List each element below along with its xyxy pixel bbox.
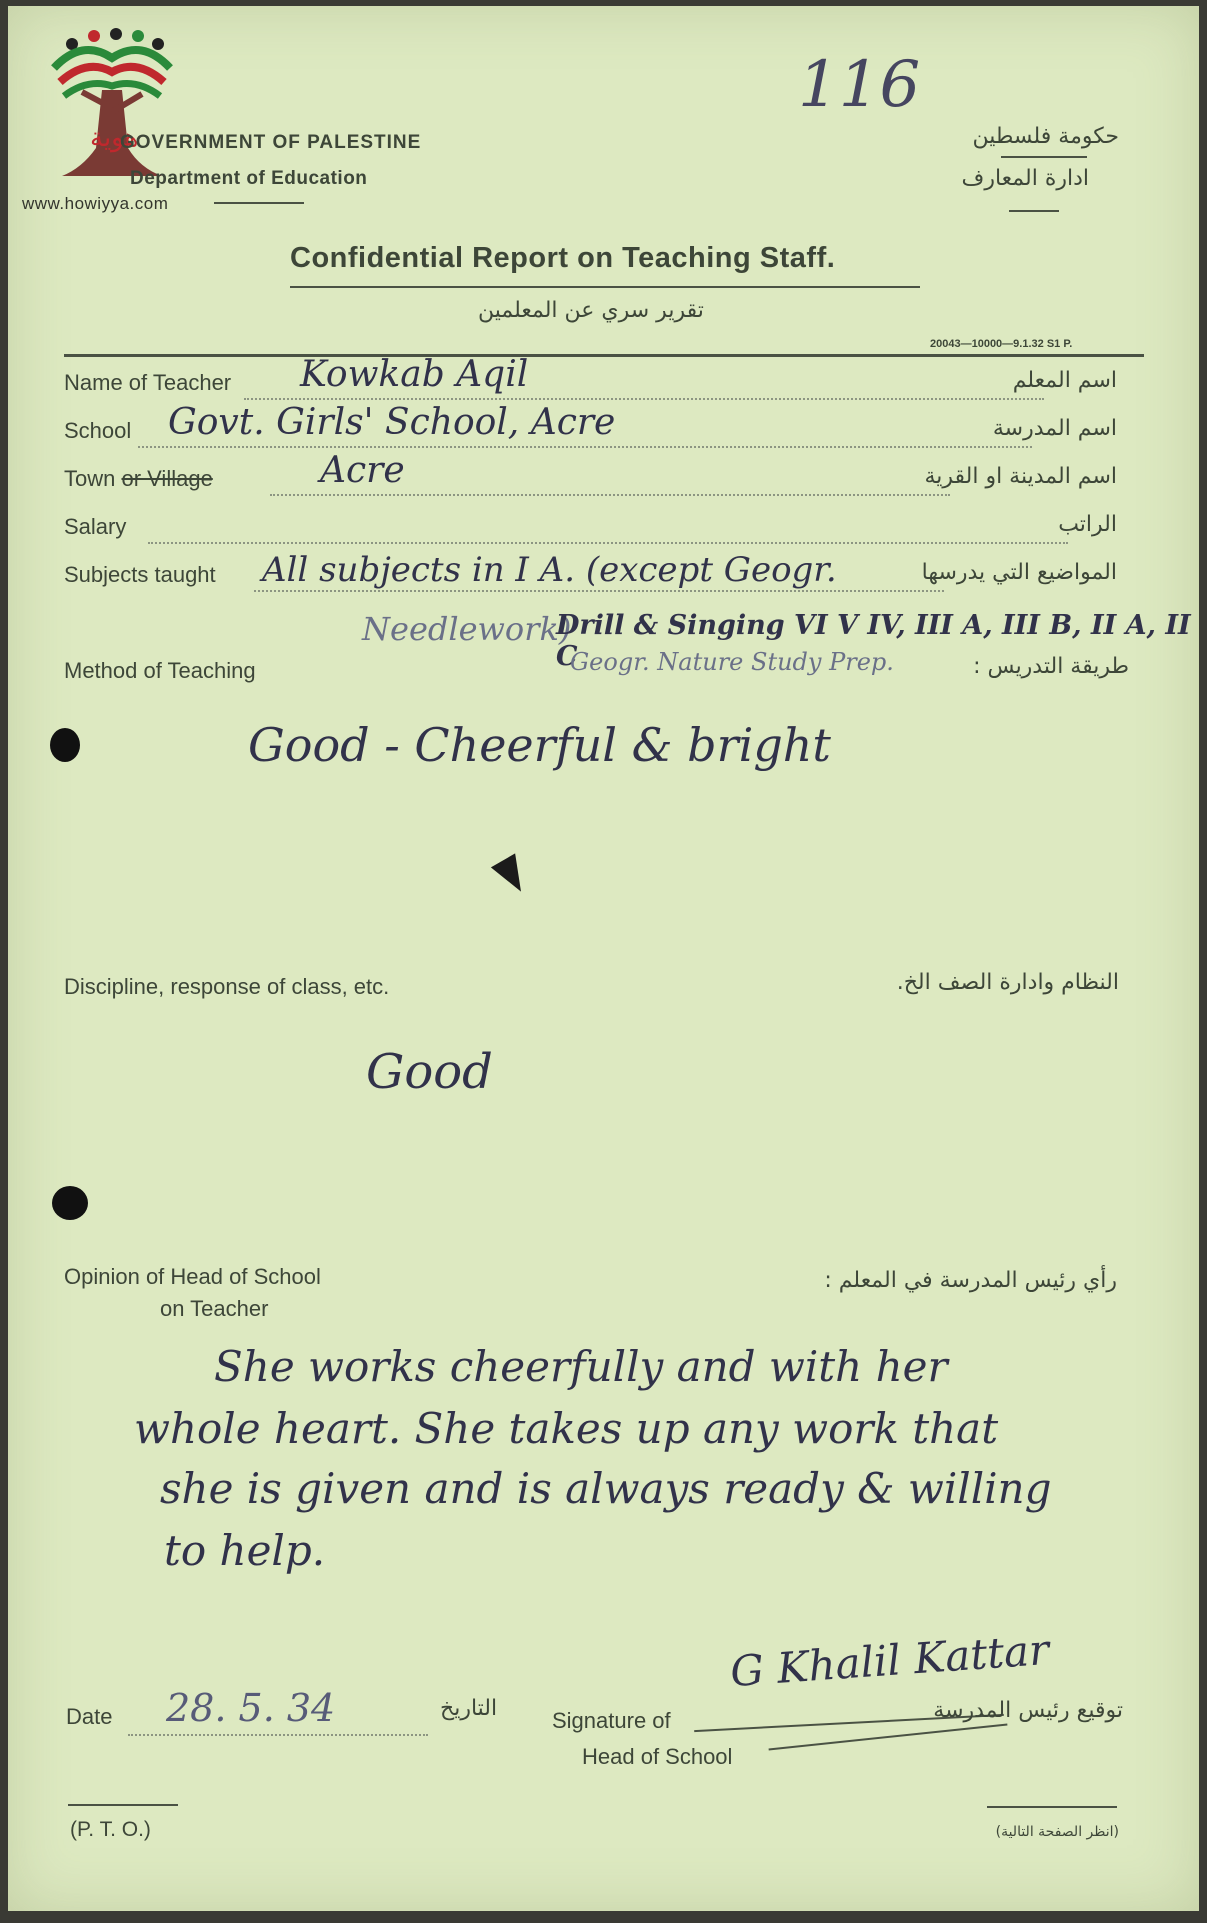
- town-line: [270, 494, 950, 496]
- opinion-label-line1: Opinion of Head of School: [64, 1264, 321, 1289]
- pto-rule-ar: [987, 1806, 1117, 1808]
- title-underline: [290, 286, 920, 288]
- opinion-line-3: she is given and is always ready & willing: [160, 1464, 1052, 1513]
- pto-label-ar: (انظر الصفحة التالية): [995, 1824, 1119, 1840]
- town-value: Acre: [320, 450, 405, 491]
- opinion-line-2: whole heart. She takes up any work that: [134, 1404, 999, 1453]
- school-value: Govt. Girls' School, Acre: [168, 402, 616, 443]
- town-label-ar: اسم المدينة او القرية: [924, 464, 1117, 489]
- website-url[interactable]: www.howiyya.com: [22, 194, 169, 213]
- department-heading-ar: ادارة المعارف: [961, 166, 1089, 191]
- date-value: 28. 5. 34: [166, 1686, 336, 1730]
- signature-stroke-2: [769, 1723, 1008, 1750]
- village-label-struck: or Village: [121, 466, 213, 491]
- heading-divider-en: [214, 202, 304, 204]
- date-line: [128, 1734, 428, 1736]
- discipline-label: Discipline, response of class, etc.: [64, 974, 390, 999]
- logo-text: هوية: [90, 123, 139, 153]
- howiyya-logo: [42, 28, 182, 188]
- subjects-value-line1: All subjects in I A. (except Geogr.: [262, 550, 837, 590]
- page-number-stamp: 116: [798, 48, 921, 122]
- document-page: [8, 6, 1199, 1911]
- opinion-label-ar: رأي رئيس المدرسة في المعلم :: [824, 1268, 1117, 1293]
- teacher-name-label-ar: اسم المعلم: [1012, 368, 1117, 393]
- punch-hole-top: [50, 728, 80, 762]
- opinion-line-4: to help.: [164, 1526, 326, 1575]
- teacher-name-value: Kowkab Aqil: [300, 354, 529, 395]
- date-label: Date: [66, 1704, 113, 1729]
- cursor-arrow-mark: [491, 853, 533, 898]
- subjects-value-drill: Drill & Singing VI V IV, III A, III B, II A, II C: [556, 610, 1191, 672]
- subjects-label-ar: المواضيع التي يدرسها: [921, 560, 1117, 585]
- subjects-value-needlework: Needlework): [362, 610, 572, 648]
- discipline-label-ar: النظام وادارة الصف الخ.: [896, 970, 1119, 995]
- signature-label-2: Head of School: [582, 1744, 733, 1769]
- government-heading-en: GOVERNMENT OF PALESTINE: [120, 132, 422, 153]
- report-title-ar: تقرير سري عن المعلمين: [478, 298, 704, 323]
- school-line: [138, 446, 1032, 448]
- form-code: 20043—10000—9.1.32 S1 P.: [930, 338, 1073, 350]
- date-label-ar: التاريخ: [440, 1696, 498, 1721]
- salary-label: Salary: [64, 514, 127, 539]
- header-rule: [64, 354, 1144, 357]
- school-label: School: [64, 418, 132, 443]
- teacher-name-label: Name of Teacher: [64, 370, 232, 395]
- heading-divider-ar: [1001, 156, 1087, 158]
- school-label-ar: اسم المدرسة: [992, 416, 1117, 441]
- opinion-label-line2: on Teacher: [160, 1296, 269, 1321]
- pto-rule: [68, 1804, 178, 1806]
- government-heading-ar: حكومة فلسطين: [972, 124, 1119, 149]
- punch-hole-bottom: [52, 1186, 88, 1220]
- town-label-text: Town: [64, 466, 116, 491]
- signature-value: G Khalil Kattar: [728, 1624, 1051, 1697]
- signature-label-1: Signature of: [552, 1708, 671, 1733]
- department-heading-en: Department of Education: [130, 168, 368, 189]
- logo-people-icon: [54, 28, 170, 96]
- heading-divider-ar-2: [1009, 210, 1059, 212]
- teacher-name-line: [244, 398, 1044, 400]
- report-title: Confidential Report on Teaching Staff.: [290, 242, 836, 274]
- salary-label-ar: الراتب: [1058, 512, 1117, 537]
- signature-label-ar: توقيع رئيس المدرسة: [933, 1698, 1123, 1723]
- opinion-line-1: She works cheerfully and with her: [214, 1342, 948, 1391]
- method-value: Good - Cheerful & bright: [248, 718, 831, 772]
- town-label: [64, 466, 213, 492]
- method-label: Method of Teaching: [64, 658, 256, 683]
- subjects-label: Subjects taught: [64, 562, 216, 587]
- discipline-value: Good: [366, 1044, 493, 1100]
- subjects-line: [254, 590, 944, 592]
- salary-line: [148, 542, 1068, 544]
- pto-label: (P. T. O.): [70, 1818, 151, 1841]
- method-label-ar: طريقة التدريس :: [973, 654, 1129, 679]
- subjects-value-line3: Geogr. Nature Study Prep.: [570, 648, 894, 676]
